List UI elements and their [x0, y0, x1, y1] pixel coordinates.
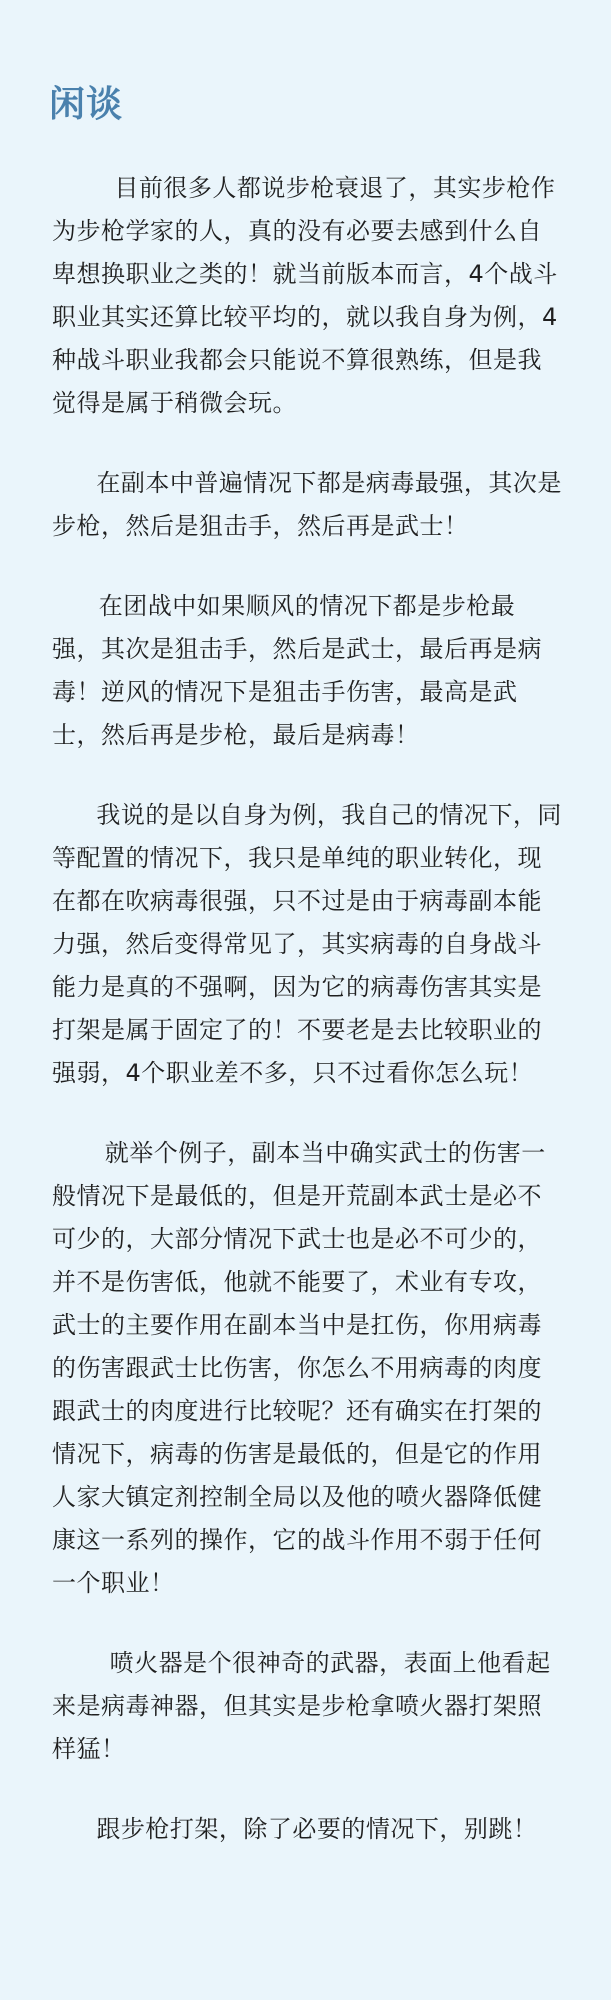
paragraph-1: 目前很多人都说步枪衰退了，其实步枪作为步枪学家的人，真的没有必要去感到什么自卑想换职业之类的！就当前版本而言，4个战斗职业其实还算比较平均的，就以我自身为例，4种战斗职业我都会只能说不算很熟练，但是我觉得是属于稍微会玩。 [52, 174, 558, 417]
paragraph-7: 跟步枪打架，除了必要的情况下，别跳！ [96, 1815, 538, 1843]
article-body [52, 167, 564, 1888]
paragraph-2: 在副本中普遍情况下都是病毒最强，其次是步枪，然后是狙击手，然后再是武士！ [52, 469, 562, 540]
paragraph-4: 我说的是以自身为例，我自己的情况下，同等配置的情况下，我只是单纯的职业转化，现在都在吹病毒很强，只不过是由于病毒副本能力强，然后变得常见了，其实病毒的自身战斗能力是真的不强啊，因为它的病毒伤害其实是打架是属于固定了的！不要老是去比较职业的强弱，4个职业差不多，只不过看你怎么玩！ [52, 801, 562, 1087]
paragraph-3: 在团战中如果顺风的情况下都是步枪最强，其次是狙击手，然后是武士，最后再是病毒！逆风的情况下是狙击手伤害，最高是武士，然后再是步枪，最后是病毒！ [52, 592, 542, 749]
paragraph-6: 喷火器是个很神奇的武器，表面上他看起来是病毒神器，但其实是步枪拿喷火器打架照样猛！ [52, 1649, 551, 1763]
paragraph-5: 就举个例子，副本当中确实武士的伤害一般情况下是最低的，但是开荒副本武士是必不可少的，大部分情况下武士也是必不可少的，并不是伤害低，他就不能要了，术业有专攻，武士的主要作用在副本当中是扛伤，你用病毒的伤害跟武士比伤害，你怎么不用病毒的肉度跟武士的肉度进行比较呢？还有确实在打架的情况下，病毒的伤害是最低的，但是它的作用人家大镇定剂控制全局以及他的喷火器降低健康这一系列的操作，它的战斗作用不弱于任何一个职业！ [52, 1139, 546, 1597]
article-title: 闲谈 [49, 84, 124, 125]
